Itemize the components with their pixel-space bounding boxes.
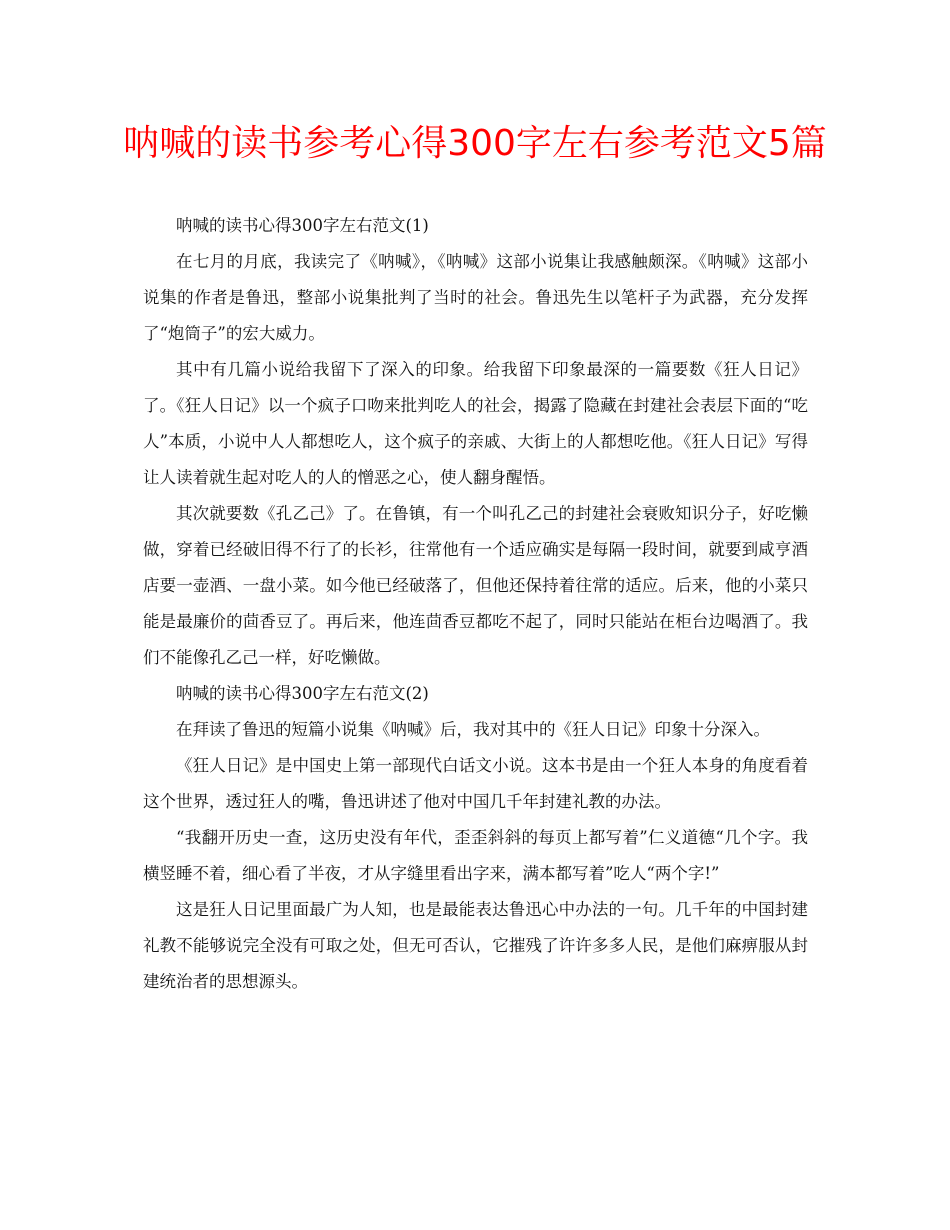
- section-heading-1: 呐喊的读书心得300字左右范文(1): [176, 216, 429, 235]
- quote-paragraph: “我翻开历史一查，这历史没有年代，歪歪斜斜的每页上都写着”仁义道德“几个字。我横竖睡不着，细心看了半夜，才从字缝里看出字来，满本都写着”吃人“两个字!”: [143, 828, 808, 883]
- paragraph: 《狂人日记》是中国史上第一部现代白话文小说。这本书是由一个狂人本身的角度看着这个世界，透过狂人的嘴，鲁迅讲述了他对中国几千年封建礼教的办法。: [143, 756, 808, 811]
- document-title: 呐喊的读书参考心得300字左右参考范文5篇: [123, 123, 827, 164]
- paragraph: 其次就要数《孔乙己》了。在鲁镇，有一个叫孔乙己的封建社会衰败知识分子，好吃懒做，穿着已经破旧得不行了的长衫，往常他有一个适应确实是每隔一段时间，就要到咸亨酒店要一壶酒、一盘小菜。如今他已经破落了，但他还保持着往常的适应。后来，他的小菜只能是最廉价的茴香豆了。再后来，他连茴香豆都吃不起了，同时只能站在柜台边喝酒了。我们不能像孔乙己一样，好吃懒做。: [143, 504, 808, 667]
- section-heading-2: 呐喊的读书心得300字左右范文(2): [176, 684, 429, 703]
- document-body: [143, 208, 808, 1000]
- paragraph: 在七月的月底，我读完了《呐喊》，《呐喊》这部小说集让我感触颇深。《呐喊》这部小说集的作者是鲁迅，整部小说集批判了当时的社会。鲁迅先生以笔杆子为武器，充分发挥了“炮筒子”的宏大威力。: [143, 252, 808, 343]
- paragraph: 在拜读了鲁迅的短篇小说集《呐喊》后，我对其中的《狂人日记》印象十分深入。: [176, 720, 770, 739]
- paragraph: 其中有几篇小说给我留下了深入的印象。给我留下印象最深的一篇要数《狂人日记》了。《狂人日记》以一个疯子口吻来批判吃人的社会，揭露了隐藏在封建社会表层下面的“吃人”本质，小说中人人都想吃人，这个疯子的亲戚、大街上的人都想吃他。《狂人日记》写得让人读着就生起对吃人的人的憎恶之心，使人翻身醒悟。: [143, 360, 808, 487]
- paragraph: 这是狂人日记里面最广为人知，也是最能表达鲁迅心中办法的一句。几千年的中国封建礼教不能够说完全没有可取之处，但无可否认，它摧残了许许多多人民，是他们麻痹服从封建统治者的思想源头。: [143, 900, 808, 991]
